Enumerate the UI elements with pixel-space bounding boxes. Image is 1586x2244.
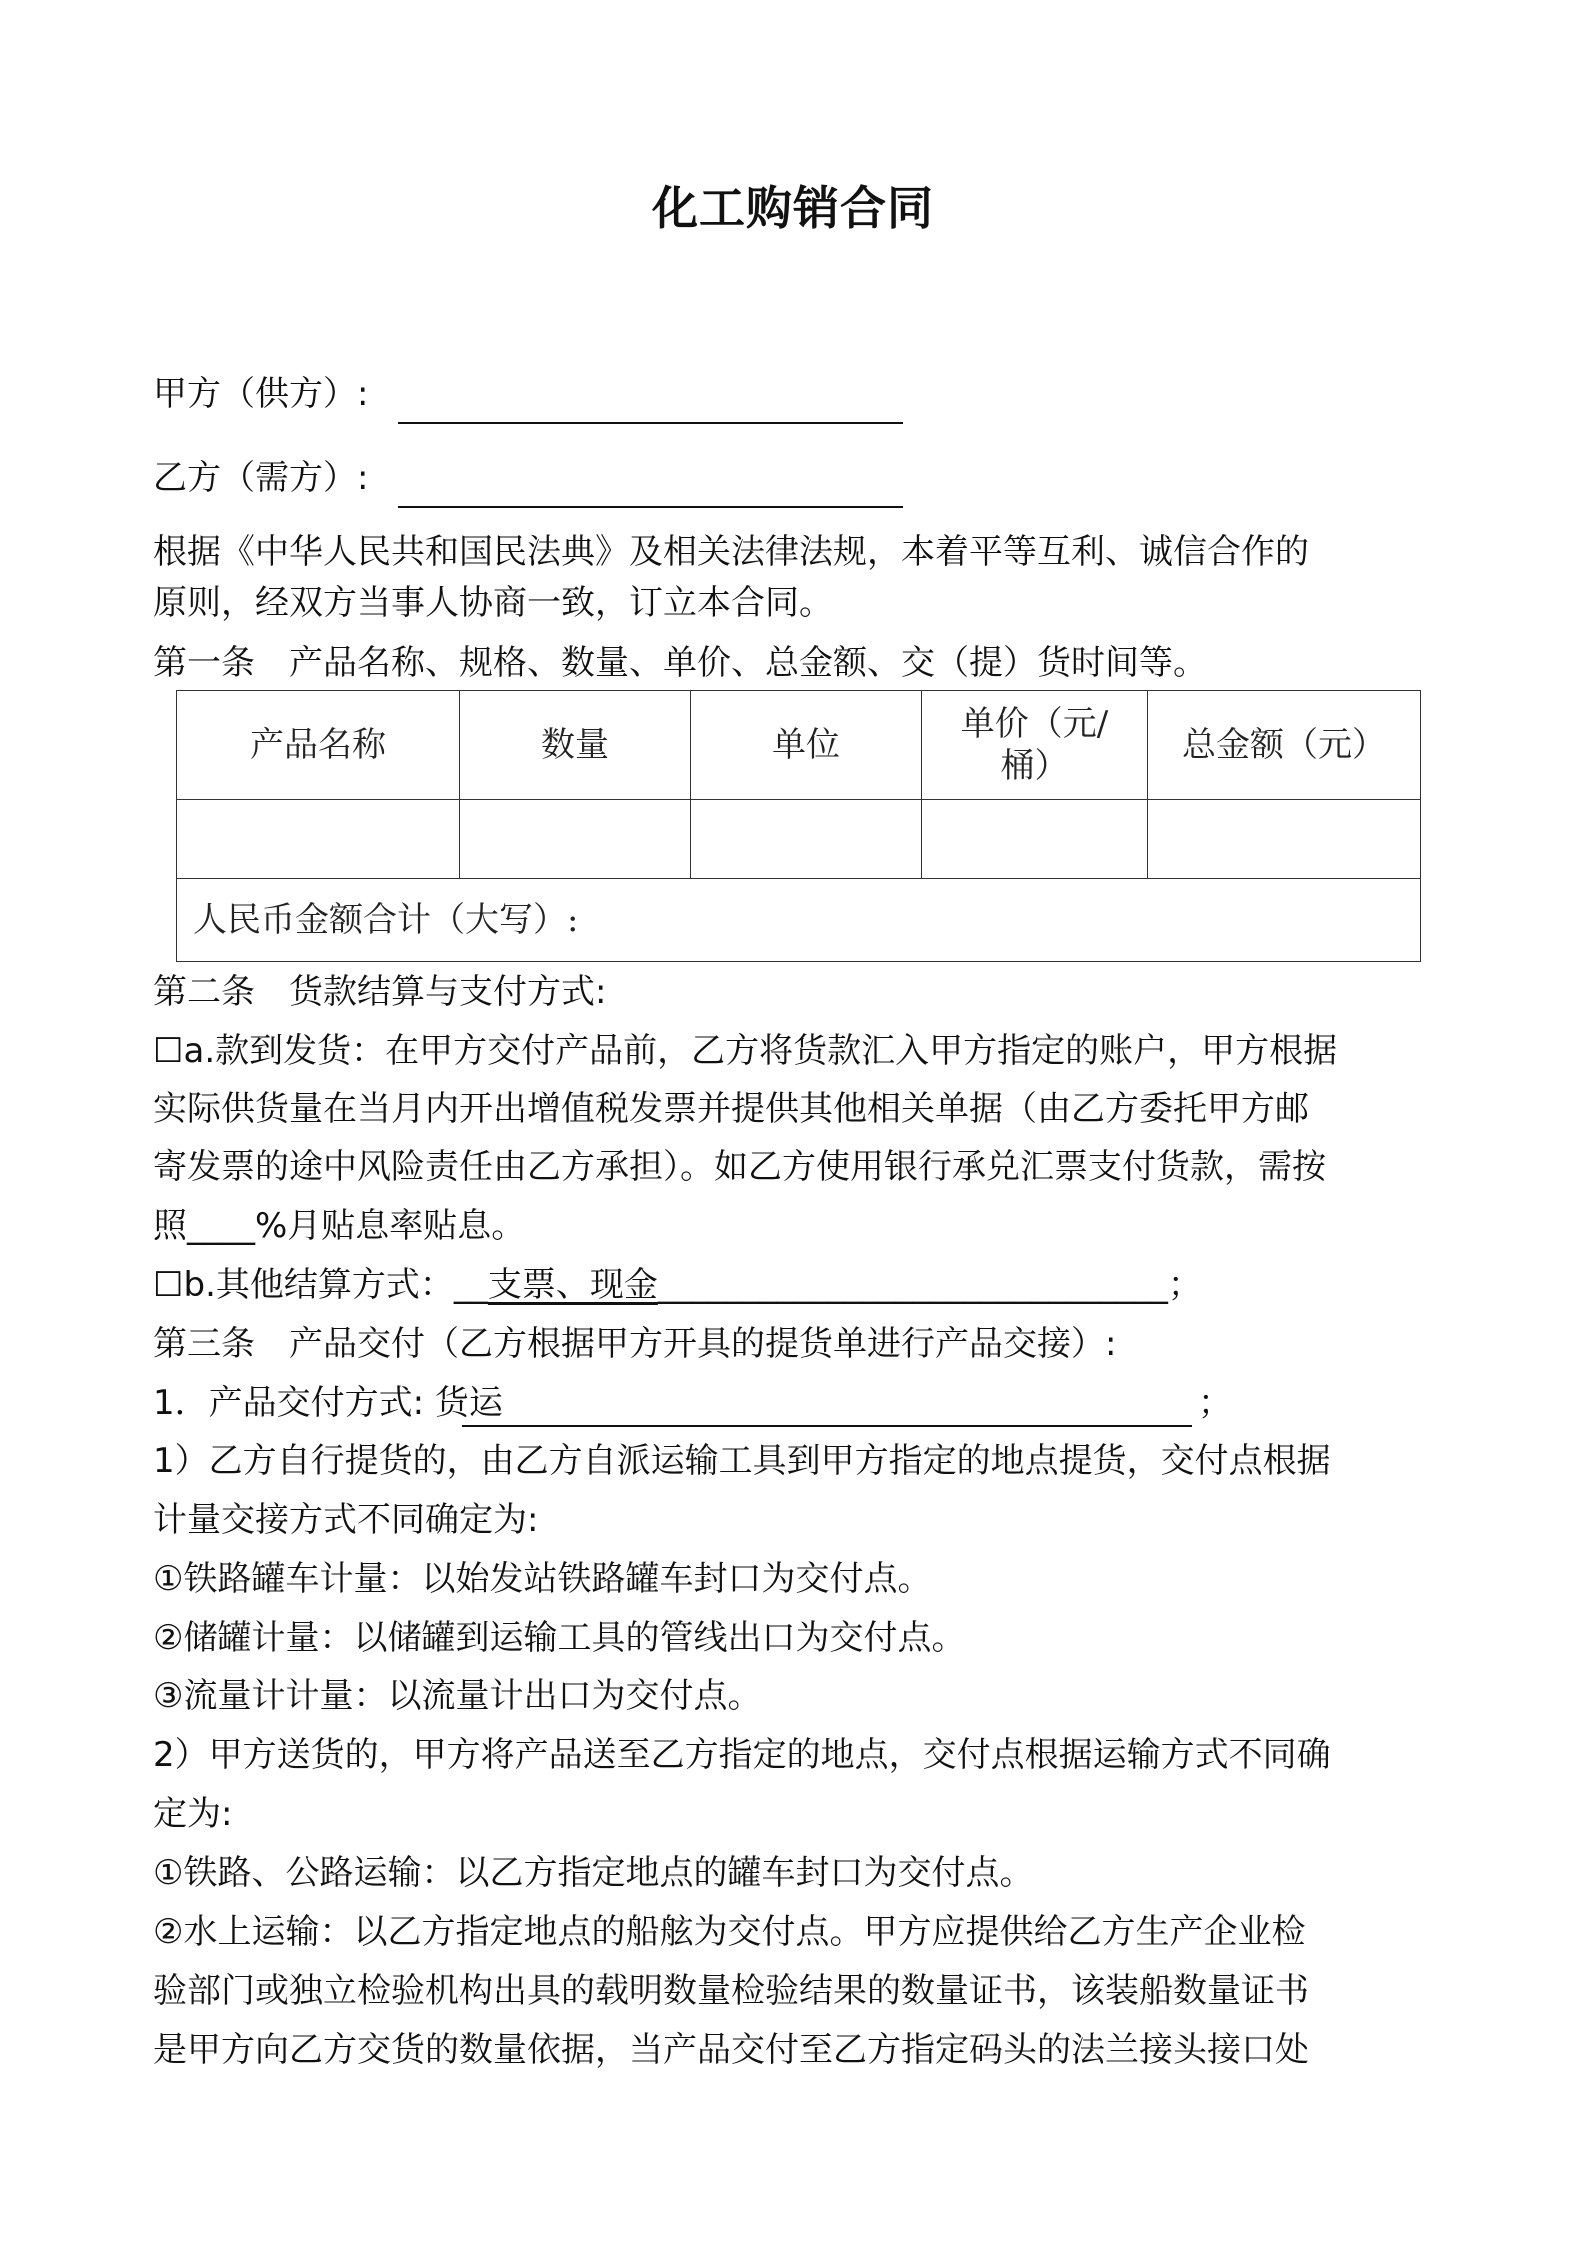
header-total-amount: 总金额（元） bbox=[1148, 691, 1421, 800]
party-b-label: 乙方（需方）: bbox=[153, 458, 369, 498]
option-b-value[interactable]: 支票、现金 bbox=[487, 1265, 658, 1305]
body-line-1: 1）乙方自行提货的，由乙方自派运输工具到甲方指定的地点提货，交付点根据 bbox=[153, 1441, 1331, 1481]
header-unit-price-line-2: 桶） bbox=[1000, 746, 1069, 786]
cell-total-amount[interactable] bbox=[1148, 800, 1421, 879]
option-b-line bbox=[153, 1265, 1453, 1305]
cell-unit[interactable] bbox=[691, 800, 922, 879]
body-line-6: 2）甲方送货的，甲方将产品送至乙方指定的地点，交付点根据运输方式不同确 bbox=[153, 1735, 1331, 1775]
delivery-method-label: 1．产品交付方式: bbox=[153, 1383, 425, 1423]
option-b-label: ☐b.其他结算方式： bbox=[153, 1265, 454, 1305]
article-1-heading: 第一条 产品名称、规格、数量、单价、总金额、交（提）货时间等。 bbox=[153, 643, 1207, 683]
party-a-label: 甲方（供方）: bbox=[153, 374, 369, 414]
party-a-blank[interactable] bbox=[398, 422, 903, 424]
option-a-line-1: ☐a.款到发货：在甲方交付产品前，乙方将货款汇入甲方指定的账户，甲方根据 bbox=[153, 1031, 1338, 1071]
delivery-method-value[interactable]: 货运 bbox=[434, 1383, 503, 1423]
party-b-blank[interactable] bbox=[398, 506, 903, 508]
option-a-line-3: 寄发票的途中风险责任由乙方承担）。如乙方使用银行承兑汇票支付货款，需按 bbox=[153, 1147, 1326, 1187]
article-2-heading: 第二条 货款结算与支付方式: bbox=[153, 972, 607, 1012]
header-unit-price bbox=[922, 691, 1148, 800]
total-amount-words[interactable]: 人民币金额合计（大写）: bbox=[177, 879, 1421, 962]
option-a-line-2: 实际供货量在当月内开出增值税发票并提供其他相关单据（由乙方委托甲方邮 bbox=[153, 1089, 1309, 1129]
cell-product-name[interactable] bbox=[177, 800, 460, 879]
table-header-row bbox=[177, 691, 1421, 800]
goods-table bbox=[176, 690, 1421, 962]
table-total-row bbox=[177, 879, 1421, 962]
header-quantity: 数量 bbox=[460, 691, 691, 800]
body-line-10: 验部门或独立检验机构出具的载明数量检验结果的数量证书，该装船数量证书 bbox=[153, 1971, 1309, 2011]
body-line-8: ①铁路、公路运输：以乙方指定地点的罐车封口为交付点。 bbox=[153, 1853, 1034, 1893]
header-unit: 单位 bbox=[691, 691, 922, 800]
option-a-line-4: 照____%月贴息率贴息。 bbox=[153, 1206, 526, 1246]
option-b-prefix: __ bbox=[453, 1265, 488, 1305]
body-line-11: 是甲方向乙方交货的数量依据，当产品交付至乙方指定码头的法兰接头接口处 bbox=[153, 2030, 1309, 2070]
delivery-method-underline bbox=[462, 1425, 1192, 1427]
header-product-name: 产品名称 bbox=[177, 691, 460, 800]
body-line-4: ②储罐计量：以储罐到运输工具的管线出口为交付点。 bbox=[153, 1618, 966, 1658]
body-line-7: 定为: bbox=[153, 1794, 233, 1834]
article-3-heading: 第三条 产品交付（乙方根据甲方开具的提货单进行产品交接）: bbox=[153, 1324, 1117, 1364]
cell-quantity[interactable] bbox=[460, 800, 691, 879]
option-b-suffix: ______________________________； bbox=[657, 1265, 1202, 1305]
cell-unit-price[interactable] bbox=[922, 800, 1148, 879]
preamble-line-1: 根据《中华人民共和国民法典》及相关法律法规，本着平等互利、诚信合作的 bbox=[153, 532, 1309, 572]
body-line-9: ②水上运输：以乙方指定地点的船舷为交付点。甲方应提供给乙方生产企业检 bbox=[153, 1912, 1306, 1952]
table-row bbox=[177, 800, 1421, 879]
body-line-5: ③流量计计量：以流量计出口为交付点。 bbox=[153, 1676, 762, 1716]
body-line-3: ①铁路罐车计量：以始发站铁路罐车封口为交付点。 bbox=[153, 1559, 932, 1599]
header-unit-price-line-1: 单价（元/ bbox=[960, 704, 1109, 744]
body-line-2: 计量交接方式不同确定为: bbox=[153, 1500, 539, 1540]
document-title: 化工购销合同 bbox=[652, 181, 934, 235]
preamble-line-2: 原则，经双方当事人协商一致，订立本合同。 bbox=[153, 583, 833, 623]
delivery-method-line bbox=[153, 1383, 1453, 1423]
delivery-method-end: ； bbox=[1198, 1383, 1232, 1423]
